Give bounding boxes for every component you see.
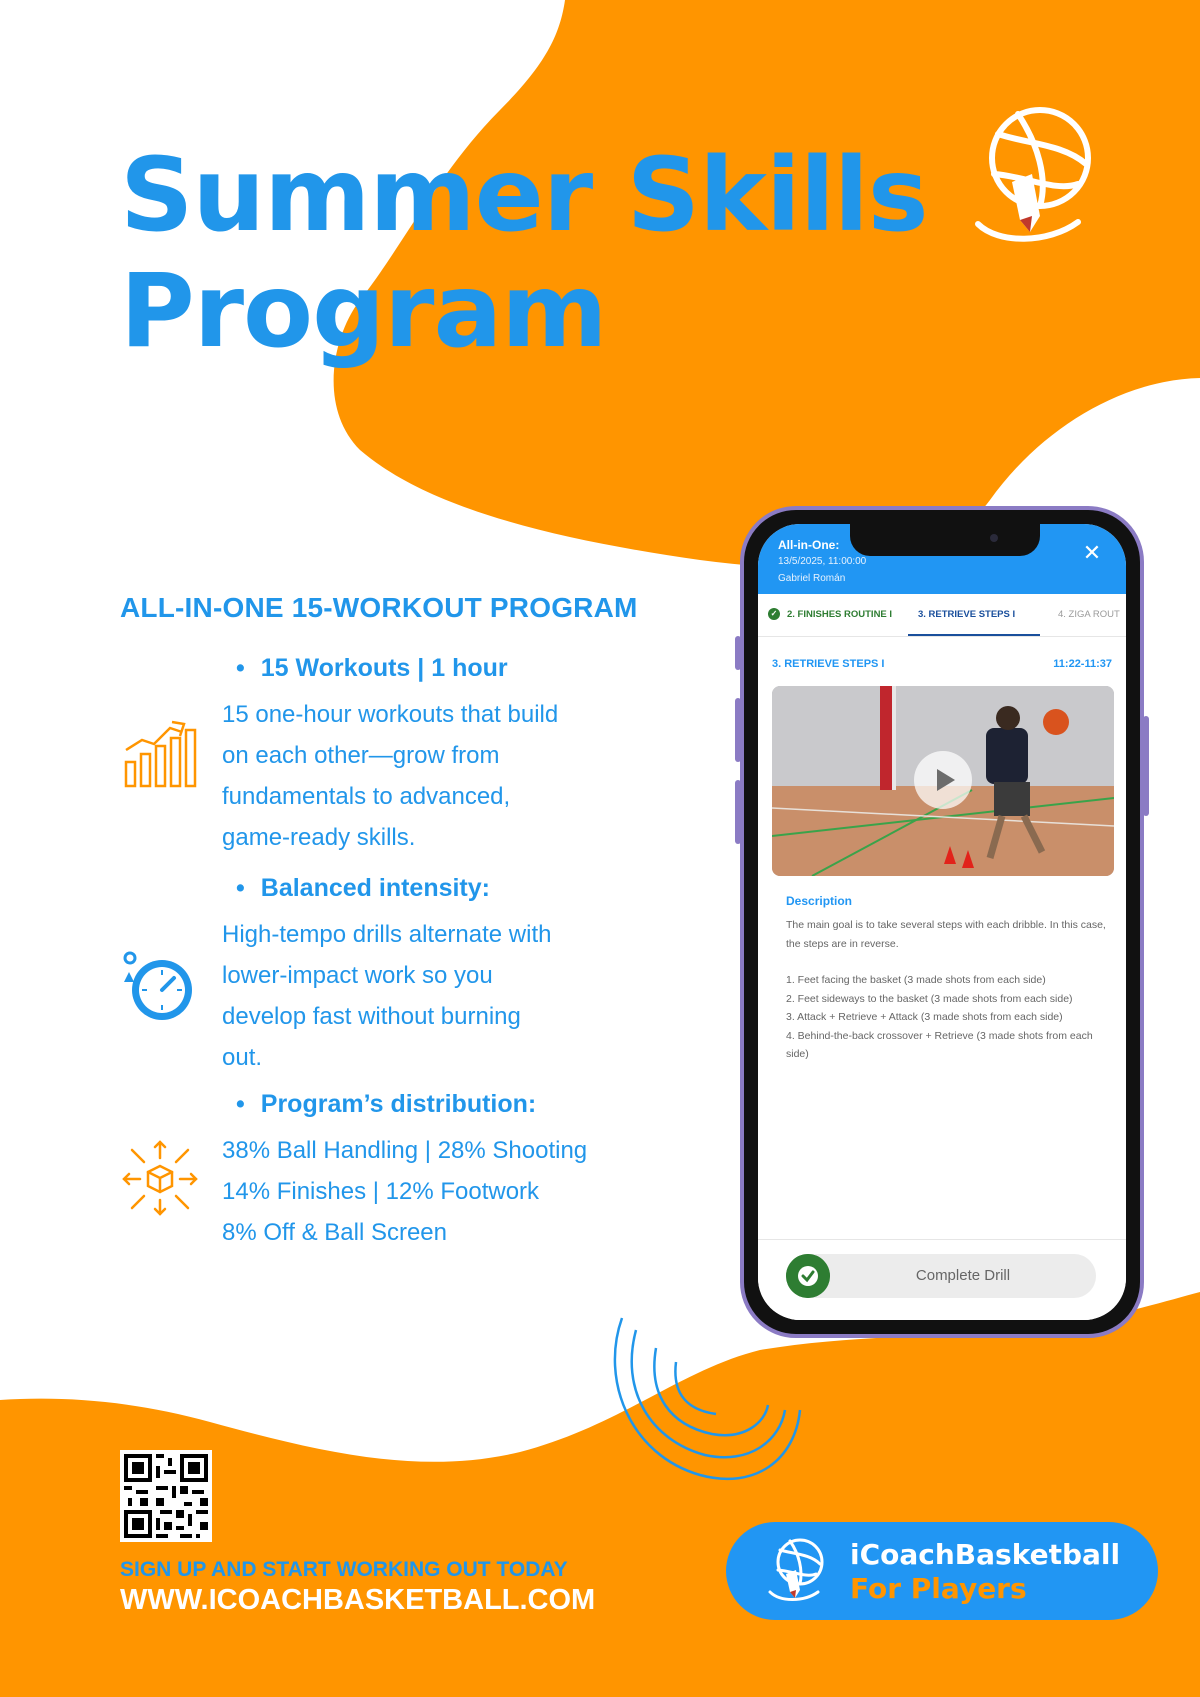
feature-intensity <box>120 874 680 1074</box>
app-screen <box>758 524 1126 1320</box>
feature-heading: • 15 Workouts | 1 hour <box>236 654 508 683</box>
feature-workouts <box>120 654 680 854</box>
check-circle-icon <box>786 1254 830 1298</box>
list-item: 1. Feet facing the basket (3 made shots from each side) <box>786 974 1046 986</box>
coach-name: Gabriel Román <box>778 573 846 584</box>
tab-ziga-routine[interactable]: 4. ZIGA ROUT <box>1058 609 1120 620</box>
session-date: 13/5/2025, 11:00:00 <box>778 556 867 567</box>
brand-tagline: For Players <box>850 1572 1027 1605</box>
signup-text: SIGN UP AND START WORKING OUT TODAY <box>120 1558 568 1581</box>
drill-video[interactable] <box>772 686 1114 876</box>
complete-drill-button[interactable] <box>786 1254 1096 1298</box>
description-intro: The main goal is to take several steps with each dribble. In this case, the steps are in reverse. <box>786 919 1106 950</box>
close-icon[interactable]: ✕ <box>1082 541 1102 566</box>
basketball-pencil-logo <box>968 104 1098 254</box>
growth-chart-icon <box>120 714 200 794</box>
feature-description: 38% Ball Handling | 28% Shooting 14% Finishes | 12% Footwork 8% Off & Ball Screen <box>222 1137 588 1246</box>
brand-name: iCoachBasketball <box>850 1538 1121 1571</box>
active-tab-indicator <box>908 634 1040 637</box>
drill-time: 11:22-11:37 <box>1053 658 1112 670</box>
check-icon: ✓ <box>768 608 780 620</box>
page-title <box>120 138 928 370</box>
list-item: 3. Attack + Retrieve + Attack (3 made shots from each side) <box>786 1011 1063 1023</box>
distribution-box-icon <box>120 1138 200 1218</box>
phone-notch <box>850 524 1040 556</box>
feature-description: 15 one-hour workouts that build on each other—grow from fundamentals to advanced, game-ready skills. <box>222 701 559 851</box>
play-button[interactable] <box>914 751 972 809</box>
brand-badge <box>726 1522 1158 1620</box>
feature-description: High-tempo drills alternate with lower-impact work so you develop fast without burning out. <box>222 921 552 1071</box>
qr-code[interactable] <box>120 1450 212 1542</box>
tab-finishes-routine[interactable]: ✓ 2. FINISHES ROUTINE I <box>768 594 892 636</box>
drill-title: 3. RETRIEVE STEPS I <box>772 658 885 670</box>
website-link[interactable]: WWW.ICOACHBASKETBALL.COM <box>120 1584 596 1616</box>
list-item: 2. Feet sideways to the basket (3 made shots from each side) <box>786 992 1073 1005</box>
feature-heading: • Program’s distribution: <box>236 1090 536 1119</box>
complete-drill-label: Complete Drill <box>915 1267 1011 1284</box>
title-line-1: Summer Skills <box>120 136 928 255</box>
description-body <box>786 916 1106 1064</box>
basketball-pencil-logo <box>766 1536 826 1606</box>
app-title: All-in-One: <box>778 538 840 552</box>
phone-mockup <box>740 506 1144 1338</box>
list-item: 4. Behind-the-back crossover + Retrieve (3 made shots from each side) <box>786 1029 1093 1060</box>
drill-steps <box>786 971 1106 1064</box>
feature-heading: • Balanced intensity: <box>236 874 490 903</box>
tab-retrieve-steps[interactable]: 3. RETRIEVE STEPS I <box>918 609 1016 620</box>
bottom-action-bar <box>758 1239 1126 1320</box>
title-line-2: Program <box>120 252 607 371</box>
feature-distribution <box>120 1090 680 1260</box>
stopwatch-icon <box>120 948 200 1028</box>
drill-tabs <box>758 594 1126 637</box>
program-subtitle: ALL-IN-ONE 15-WORKOUT PROGRAM <box>120 592 638 623</box>
description-label: Description <box>786 894 853 908</box>
